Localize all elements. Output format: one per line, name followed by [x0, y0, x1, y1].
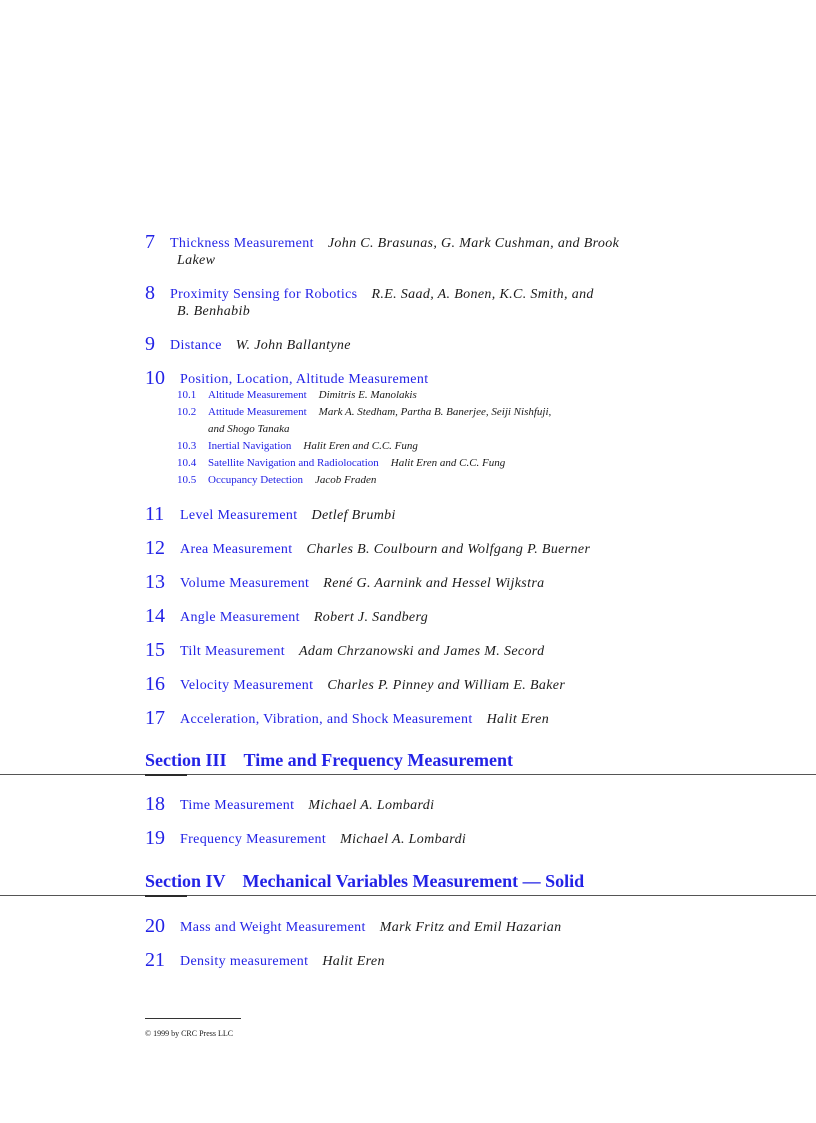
section-rule-accent — [145, 774, 187, 776]
chapter-number: 14 — [145, 605, 165, 627]
subsection-author-cont: and Shogo Tanaka — [208, 423, 290, 435]
chapter-author: Mark Fritz and Emil Hazarian — [379, 920, 562, 935]
chapter-number: 13 — [145, 571, 165, 593]
chapter-number: 10 — [145, 367, 165, 389]
chapter-author: R.E. Saad, A. Bonen, K.C. Smith, and — [371, 287, 594, 302]
section-rule — [0, 895, 816, 896]
chapter-number: 17 — [145, 707, 165, 729]
subsection-number: 10.3 — [177, 440, 197, 452]
chapter-number: 11 — [145, 503, 165, 525]
chapter-author: Detlef Brumbi — [311, 508, 396, 523]
chapter-title-link[interactable]: Volume Measurement — [180, 576, 310, 591]
subsection-number: 10.1 — [177, 389, 197, 401]
chapter-author-cont: B. Benhabib — [177, 304, 251, 319]
chapter-author: Michael A. Lombardi — [340, 832, 467, 847]
subsection-author: Dimitris E. Manolakis — [318, 389, 417, 401]
chapter-title-link[interactable]: Area Measurement — [180, 542, 293, 557]
chapter-title-link[interactable]: Density measurement — [180, 954, 309, 969]
chapter-title-link[interactable]: Angle Measurement — [180, 610, 300, 625]
section-heading-3[interactable] — [145, 750, 513, 771]
subsection-number: 10.4 — [177, 457, 197, 469]
footnote-rule — [145, 1018, 241, 1019]
section-title: Time and Frequency Measurement — [243, 750, 513, 770]
chapter-title-link[interactable]: Level Measurement — [180, 508, 298, 523]
chapter-title-link[interactable]: Acceleration, Vibration, and Shock Measurement — [180, 712, 473, 727]
chapter-author: Michael A. Lombardi — [308, 798, 435, 813]
section-rule — [0, 774, 816, 775]
subsection-author: Halit Eren and C.C. Fung — [390, 457, 506, 469]
section-label: Section III — [145, 750, 227, 770]
chapter-number: 7 — [145, 231, 155, 253]
chapter-author: W. John Ballantyne — [235, 338, 351, 353]
chapter-number: 21 — [145, 949, 165, 971]
subsection-title-link[interactable]: Altitude Measurement — [208, 389, 307, 401]
chapter-title-link[interactable]: Tilt Measurement — [180, 644, 286, 659]
subsection-author: Jacob Fraden — [314, 474, 377, 486]
copyright-notice: © 1999 by CRC Press LLC — [145, 1029, 234, 1038]
section-title: Mechanical Variables Measurement — Solid — [242, 871, 585, 891]
chapter-author-cont: Lakew — [177, 253, 216, 268]
chapter-number: 9 — [145, 333, 155, 355]
section-label: Section IV — [145, 871, 226, 891]
chapter-author: René G. Aarnink and Hessel Wijkstra — [323, 576, 545, 591]
subsection-number: 10.5 — [177, 474, 197, 486]
subsection-title-link[interactable]: Satellite Navigation and Radiolocation — [208, 457, 379, 469]
chapter-number: 15 — [145, 639, 165, 661]
chapter-author: Robert J. Sandberg — [313, 610, 429, 625]
chapter-number: 18 — [145, 793, 165, 815]
chapter-title-link[interactable]: Distance — [170, 338, 222, 353]
chapter-number: 12 — [145, 537, 165, 559]
subsection-number: 10.2 — [177, 406, 197, 418]
toc-subsection-10-2[interactable] — [177, 406, 551, 418]
chapter-title-link[interactable]: Proximity Sensing for Robotics — [170, 287, 358, 302]
chapter-author: John C. Brasunas, G. Mark Cushman, and Brook — [327, 236, 620, 251]
chapter-title-link[interactable]: Velocity Measurement — [180, 678, 314, 693]
chapter-number: 20 — [145, 915, 165, 937]
section-rule-accent — [145, 895, 187, 897]
subsection-title-link[interactable]: Attitude Measurement — [208, 406, 307, 418]
chapter-author: Charles P. Pinney and William E. Baker — [327, 678, 566, 693]
toc-subsection-10-3[interactable] — [177, 440, 418, 452]
toc-subsection-10-5[interactable] — [177, 474, 376, 486]
chapter-title-link[interactable]: Thickness Measurement — [170, 236, 314, 251]
chapter-number: 19 — [145, 827, 165, 849]
toc-subsection-10-4[interactable] — [177, 457, 505, 469]
chapter-number: 16 — [145, 673, 165, 695]
subsection-author: Halit Eren and C.C. Fung — [303, 440, 418, 452]
chapter-author: Charles B. Coulbourn and Wolfgang P. Buerner — [306, 542, 591, 557]
chapter-title-link[interactable]: Time Measurement — [180, 798, 295, 813]
subsection-author: Mark A. Stedham, Partha B. Banerjee, Seiji Nishfuji, — [318, 406, 552, 418]
chapter-title-link[interactable]: Position, Location, Altitude Measurement — [180, 372, 429, 387]
chapter-number: 8 — [145, 282, 155, 304]
chapter-title-link[interactable]: Mass and Weight Measurement — [180, 920, 366, 935]
chapter-title-link[interactable]: Frequency Measurement — [180, 832, 327, 847]
toc-subsection-10-1[interactable] — [177, 389, 417, 401]
chapter-author: Adam Chrzanowski and James M. Secord — [299, 644, 545, 659]
subsection-title-link[interactable]: Occupancy Detection — [208, 474, 303, 486]
subsection-title-link[interactable]: Inertial Navigation — [208, 440, 292, 452]
section-heading-4[interactable] — [145, 871, 584, 892]
chapter-author: Halit Eren — [486, 712, 550, 727]
chapter-author: Halit Eren — [322, 954, 385, 969]
